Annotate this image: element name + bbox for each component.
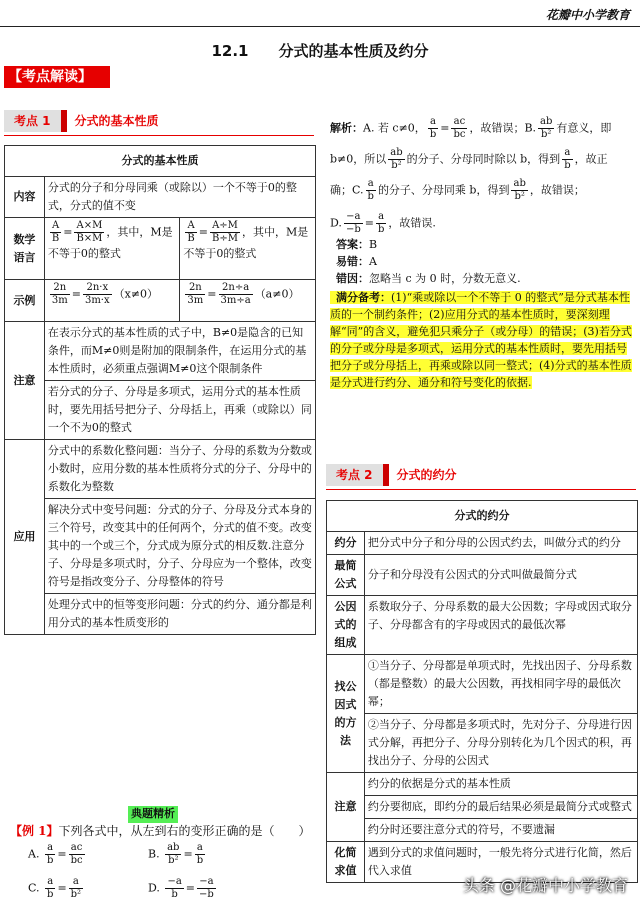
option-c[interactable]: C. $\frac{a}{b}$ = $\frac{a}{\text{b²}}$ [28,876,82,900]
kp2-header [326,462,636,488]
r4a-text: ①当分子、分母都是单项式时，先找出因子、分母系数（都是整数）的最大公因数，再找相同字母的最低次幂； [364,655,637,714]
answer-line: 答案：B [336,238,378,251]
header-brand: 花瓣中小学教育 [545,8,630,22]
kp1-header [4,108,314,134]
option-d[interactable]: D. $\frac{-a}{b}$ = $\frac{-a}{-b}$ [148,876,214,900]
kp2-underline [326,489,636,490]
reduction-table-caption: 分式的约分 [327,501,638,532]
analysis-block [330,116,636,391]
analysis-line-2: b≠0，所以 $\frac{ab}{\text{b²}}$ 的分子、分母同时除以 b，得到 $\frac{a}{b}$ ，故正 [330,147,608,171]
math-left: $\frac{A}{B}$ = $\frac{A\times M}{B\times M}$ ，其中，M是不等于0的整式 [44,218,180,280]
property-table [4,145,316,635]
analysis-line-1: 解析：A. 若 c≠0， $\frac{a}{b}$ = $\frac{ac}{bc}$ ，故错误；B. $\frac{ab}{\text{b²}}$ 有意义，即 [330,116,612,140]
content-label: 内容 [5,177,45,218]
r3-text: 系数取分子、分母系数的最大公因数；字母或因式取分子、分母都含有的字母或因式的最低次幂 [364,596,637,655]
header-divider [0,26,640,27]
r5c-text: 约分时还要注意分式的符号，不要遗漏 [364,819,637,842]
analysis-line-4: D. $\frac{-a}{-b}$ = $\frac{a}{b}$ ，故错误. [330,211,436,235]
math-right: $\frac{A}{B}$ = $\frac{A\div M}{B\div M}$ ，其中，M是不等于0的整式 [180,218,316,280]
reduction-table [326,500,638,883]
watermark: 头条 @花瓣中小学教育 [462,876,628,895]
example-question [10,822,311,840]
analysis-line-3: 确；C. $\frac{a}{b}$ 的分子、分母同乘 b，得到 $\frac{ab}{\text{b²}}$ ，故错误； [330,178,585,202]
frac-a-b: $\frac{A}{B}$ [51,220,60,244]
kp2-title: 分式的约分 [396,468,457,482]
frac-a-b-2: $\frac{A}{B}$ [187,220,195,244]
error-line: 易错：A [336,255,377,268]
r5a-text: 约分的依据是分式的基本性质 [364,773,637,796]
r1-label: 约分 [327,532,365,555]
note-label: 注意 [5,322,45,440]
example-head: 典题精析 [128,806,178,823]
r1-text: 把分式中分子和分母的公因式约去，叫做分式的约分 [364,532,637,555]
r5b-text: 约分要彻底，即约分的最后结果必须是最简分式或整式 [364,796,637,819]
tip-block: 满分备考：(1)“乘或除以一个不等于 0 的整式”是分式基本性质的一个制约条件；(2)应用分式的基本性质时，要深刻理解“同”的含义，避免犯只乘分子（或分母）的错误；(3)若分式的分子或分母是多项式，运用分式的基本性质时，要先用括号把分子或分母括上，再乘或除以同一整式；(4)分式的基本性质是分式进行约分、通分和符号变化的依据. [330,291,632,389]
r2-text: 分子和分母没有公因式的分式叫做最简分式 [364,555,637,596]
example-tag: 【例 1】 [10,824,59,838]
option-b[interactable]: B. $\frac{ab}{\text{b²}}$ = $\frac{a}{b}$ [148,842,204,866]
content-text: 分式的分子和分母同乘（或除以）一个不等于0的整式，分式的值不变 [44,177,315,218]
r2-label: 最简公式 [327,555,365,596]
kp1-badge: 考点 1 [4,110,67,132]
example-left: $\frac{2n}{3m}$ = $\frac{2n\cdot x}{3m\cdot x}$ （x≠0） [44,280,180,322]
note-1: 在表示分式的基本性质的式子中，B≠0是隐含的已知条件，而M≠0则是附加的限制条件，在运用分式的基本性质时，必须重点强调M≠0这个限制条件 [44,322,315,381]
example-right: $\frac{2n}{3m}$ = $\frac{2n\div a}{3m\div a}$ （a≠0） [180,280,316,322]
note-2: 若分式的分子、分母是多项式，运用分式的基本性质时，要先用括号把分子、分母括上，再乘（或除以）同一个不为0的整式 [44,381,315,440]
option-a[interactable]: A. $\frac{a}{b}$ = $\frac{ac}{bc}$ [28,842,83,866]
property-table-caption: 分式的基本性质 [5,146,316,177]
app-1: 分式中的系数化整问题：当分子、分母的系数为分数或小数时，应用分数的基本性质将分式的分子、分母中的系数化为整数 [44,440,315,499]
mistake-line: 错因：忽略当 c 为 0 时，分数无意义. [336,272,521,285]
r4-label: 找公因式的方法 [327,655,365,773]
kp2-badge: 考点 2 [326,464,389,486]
section-tag: 【考点解读】 [4,66,110,88]
app-3: 处理分式中的恒等变形问题：分式的约分、通分都是利用分式的基本性质变形的 [44,594,315,635]
r6-text: 遇到分式的求值问题时，一般先将分式进行化简，然后代入求值 [364,842,637,883]
kp1-underline [4,135,314,136]
frac-adm-bdm: $\frac{A\div M}{B\div M}$ [212,220,238,244]
example-question-text: 下列各式中，从左到右的变形正确的是（ ） [58,824,311,838]
r5-label: 注意 [327,773,365,842]
r4b-text: ②当分子、分母都是多项式时，先对分子、分母进行因式分解，再把分子、分母分别转化为几个因式的积，再找出分子、分母的公因式 [364,714,637,773]
app-2: 解决分式中变号问题：分式的分子、分母及分式本身的三个符号，改变其中的任何两个，分式的值不变。改变其中的一个或三个，分式成为原分式的相反数.注意分子、分母是多项式时，分子、分母应为一个整体，改变符号是指改变分子、分母整体的符号 [44,499,315,594]
page-title: 12.1 分式的基本性质及约分 [211,42,429,60]
frac-am-bm: $\frac{A\times M}{B\times M}$ [76,220,103,244]
kp1-title: 分式的基本性质 [74,114,159,128]
app-label: 应用 [5,440,45,635]
math-label: 数学语言 [5,218,45,280]
example-label: 示例 [5,280,45,322]
r3-label: 公因式的组成 [327,596,365,655]
r6-label: 化简求值 [327,842,365,883]
